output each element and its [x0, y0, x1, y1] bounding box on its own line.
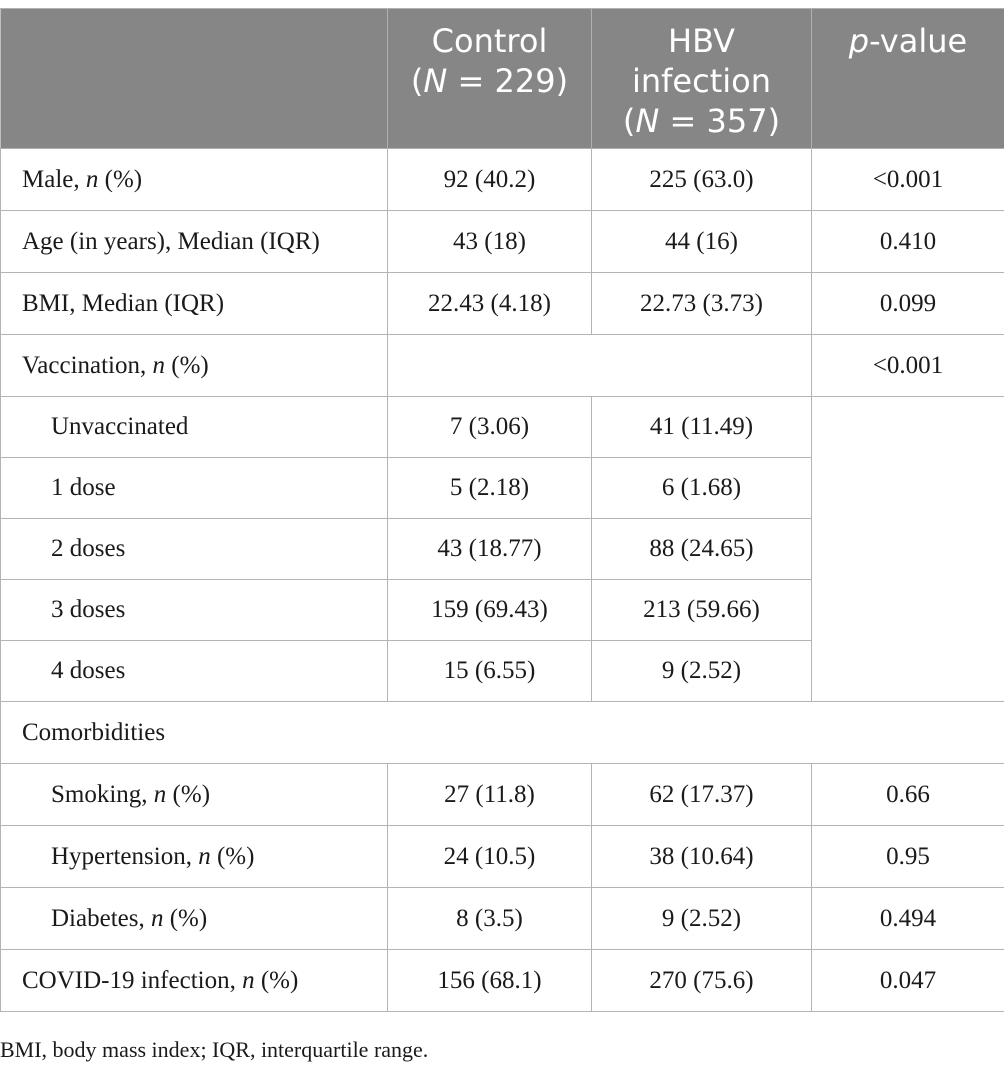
data-table	[0, 8, 1004, 1012]
cell-p-value: <0.001	[812, 149, 1004, 211]
header-row	[1, 9, 1004, 149]
table-row	[1, 950, 1004, 1012]
row-label: Hypertension, n (%)	[1, 826, 388, 888]
cell-control: 43 (18)	[388, 211, 592, 273]
table-row	[1, 888, 1004, 950]
header-control-n: (N = 229)	[410, 62, 569, 100]
row-label: Comorbidities	[1, 702, 1004, 764]
cell-p-value: 0.66	[812, 764, 1004, 826]
row-label: Male, n (%)	[1, 149, 388, 211]
cell-hbv: 270 (75.6)	[592, 950, 812, 1012]
cell-hbv: 41 (11.49)	[592, 397, 812, 458]
header-p-value	[812, 9, 1004, 149]
cell-p-value: 0.95	[812, 826, 1004, 888]
header-control	[388, 9, 592, 149]
cell-control: 7 (3.06)	[388, 397, 592, 458]
cell-hbv: 9 (2.52)	[592, 641, 812, 702]
table-row	[1, 273, 1004, 335]
cell-p-value: 0.099	[812, 273, 1004, 335]
header-hbv-title-2: infection	[631, 62, 771, 100]
cell-p-value: 0.047	[812, 950, 1004, 1012]
cell-control: 8 (3.5)	[388, 888, 592, 950]
table-row	[1, 397, 1004, 458]
cell-control: 27 (11.8)	[388, 764, 592, 826]
table-row-group-comorbidities	[1, 702, 1004, 764]
cell-p-value: 0.410	[812, 211, 1004, 273]
table-row-group-vaccination	[1, 335, 1004, 397]
header-hbv	[592, 9, 812, 149]
cell-control: 15 (6.55)	[388, 641, 592, 702]
table-row	[1, 764, 1004, 826]
row-label: COVID-19 infection, n (%)	[1, 950, 388, 1012]
table-row	[1, 826, 1004, 888]
row-label: 1 dose	[1, 458, 388, 519]
row-label: 4 doses	[1, 641, 388, 702]
row-label: Unvaccinated	[1, 397, 388, 458]
cell-hbv: 6 (1.68)	[592, 458, 812, 519]
row-label: Vaccination, n (%)	[1, 335, 388, 397]
cell-control: 22.43 (4.18)	[388, 273, 592, 335]
cell-hbv: 213 (59.66)	[592, 580, 812, 641]
cell-control: 159 (69.43)	[388, 580, 592, 641]
cell-control: 43 (18.77)	[388, 519, 592, 580]
table-row	[1, 211, 1004, 273]
cell-control: 24 (10.5)	[388, 826, 592, 888]
cell-p-value-empty	[812, 397, 1004, 702]
row-label: Age (in years), Median (IQR)	[1, 211, 388, 273]
row-label: BMI, Median (IQR)	[1, 273, 388, 335]
table-footnote: BMI, body mass index; IQR, interquartile range.	[0, 1037, 429, 1062]
row-label: 3 doses	[1, 580, 388, 641]
header-control-title: Control	[431, 22, 548, 60]
cell-control: 156 (68.1)	[388, 950, 592, 1012]
row-label: Smoking, n (%)	[1, 764, 388, 826]
table-container	[0, 8, 1004, 1012]
cell-control: 92 (40.2)	[388, 149, 592, 211]
cell-hbv: 44 (16)	[592, 211, 812, 273]
row-label: 2 doses	[1, 519, 388, 580]
cell-hbv: 225 (63.0)	[592, 149, 812, 211]
table-row	[1, 149, 1004, 211]
cell-p-value: <0.001	[812, 335, 1004, 397]
cell-p-value: 0.494	[812, 888, 1004, 950]
cell-hbv: 38 (10.64)	[592, 826, 812, 888]
cell-hbv: 88 (24.65)	[592, 519, 812, 580]
header-hbv-n: (N = 357)	[622, 102, 781, 140]
header-variable	[1, 9, 388, 149]
cell-hbv: 9 (2.52)	[592, 888, 812, 950]
cell-control: 5 (2.18)	[388, 458, 592, 519]
header-hbv-title-1: HBV	[668, 22, 735, 60]
cell-hbv: 22.73 (3.73)	[592, 273, 812, 335]
header-p-value-label: p-value	[848, 22, 968, 60]
cell-empty	[388, 335, 812, 397]
cell-hbv: 62 (17.37)	[592, 764, 812, 826]
row-label: Diabetes, n (%)	[1, 888, 388, 950]
